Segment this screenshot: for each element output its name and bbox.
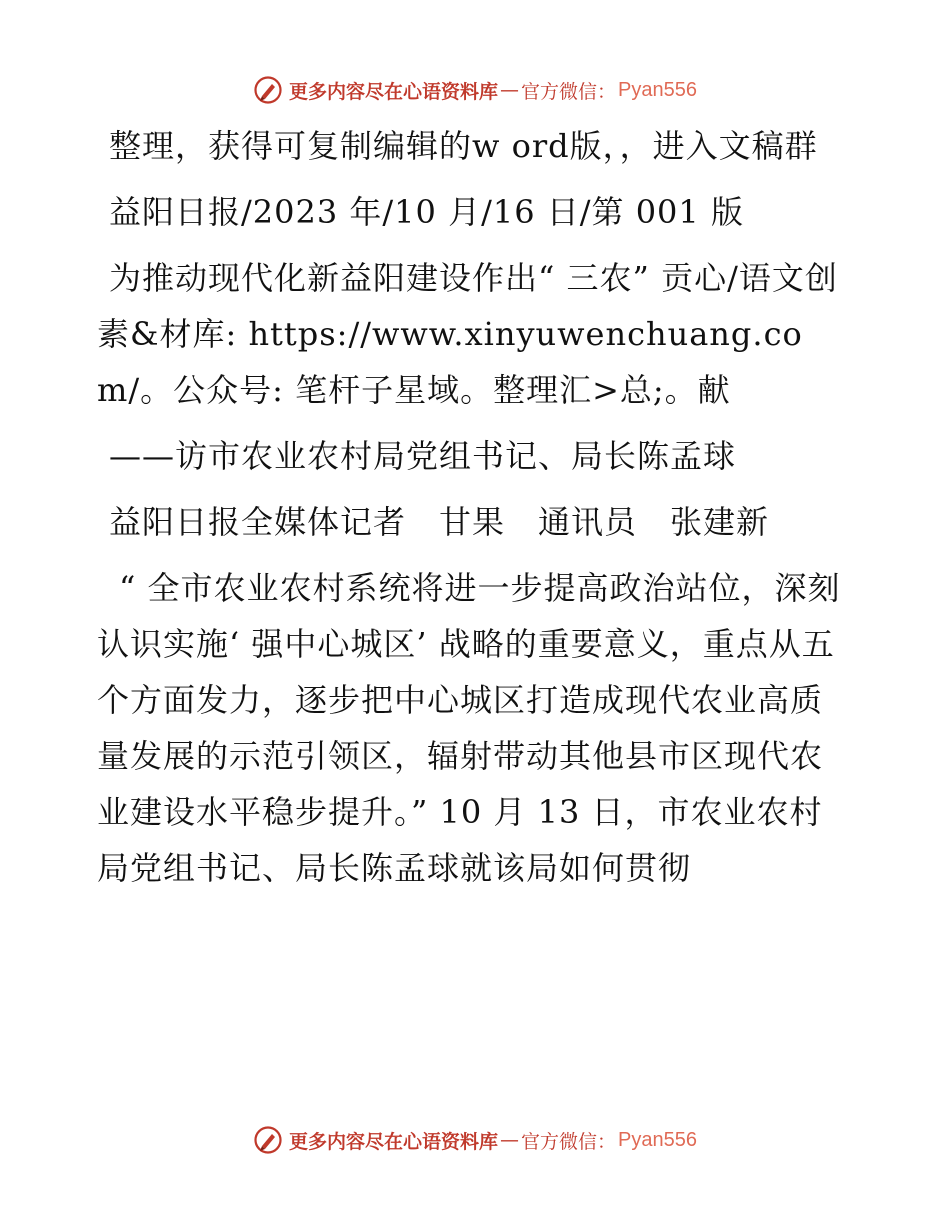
article-title: 为推动现代化新益阳建设作出“ 三农” 贡心/语文创素&材库: https://www.xinyuwenchuang.com/。公众号: 笔杆子星域。整理汇>总;。献 xyxy=(97,259,838,409)
banner-wechat-label: 官方微信： xyxy=(521,80,617,103)
document-body xyxy=(97,118,847,896)
source-line: 益阳日报/2023 年/10 月/16 日/第 001 版 xyxy=(109,193,744,231)
banner-wechat-id: Pyan556 xyxy=(618,78,697,101)
banner-text: 更多内容尽在心语资料库 xyxy=(289,1130,499,1153)
banner-wechat-id: Pyan556 xyxy=(618,1128,697,1151)
footer-banner xyxy=(0,1120,950,1160)
header-banner xyxy=(0,70,950,110)
banner-wechat-label: 官方微信： xyxy=(521,1130,617,1153)
banner-separator: — xyxy=(500,1129,520,1151)
body-paragraph: “ 全市农业农村系统将进一步提高政治站位，深刻认识实施‘ 强中心城区’ 战略的重要意义，重点从五个方面发力，逐步把中心城区打造成现代农业高质量发展的示范引领区，辐射带动其他县市区现代农业建设水平稳步提升。” 10 月 13 日，市农业农村局党组书记、局长陈孟球就该局如何贯彻 xyxy=(97,569,841,887)
pen-logo-icon xyxy=(253,75,283,105)
article-subtitle: ——访市农业农村局党组书记、局长陈孟球 xyxy=(109,437,737,475)
banner-text: 更多内容尽在心语资料库 xyxy=(289,80,499,103)
banner-separator: — xyxy=(500,79,520,101)
pen-logo-icon xyxy=(253,1125,283,1155)
intro-paragraph: 整理，获得可复制编辑的w ord版，，进入文稿群 xyxy=(109,127,818,165)
byline: 益阳日报全媒体记者 甘果 通讯员 张建新 xyxy=(109,503,770,541)
